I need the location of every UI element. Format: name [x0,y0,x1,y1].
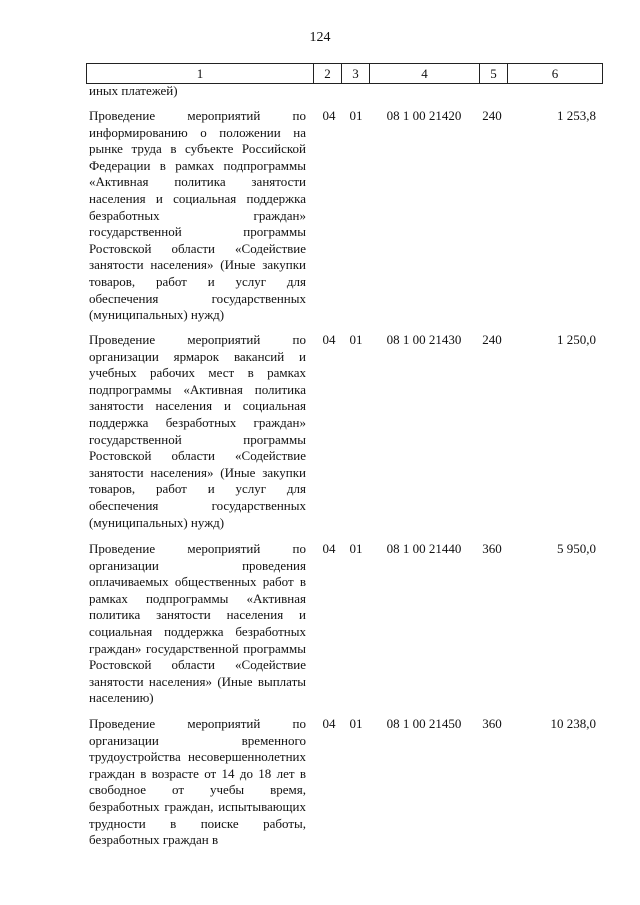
continuation-text: иных платежей) [89,83,178,98]
column-header-2: 2 [314,64,342,84]
row-subsection-code: 01 [349,541,363,556]
row-target-article: 08 1 00 21420 [386,108,462,123]
row-amount: 10 238,0 [550,716,596,731]
row-expense-type: 240 [482,332,502,347]
page-number: 124 [309,30,331,45]
column-header-table [86,63,603,84]
row-amount: 1 253,8 [557,108,596,123]
column-header-6: 6 [508,64,603,84]
column-header-5: 5 [480,64,508,84]
row-description: Проведение мероприятий по организации проведения оплачиваемых общественных работ в рамках подпрограммы «Активная политика занятости населения и социальная поддержка безработных граждан» государственной программы Ростовской области «Содействие занятости населения» (Иные выплаты населению) [89,541,306,706]
row-subsection-code: 01 [349,332,363,347]
row-description: Проведение мероприятий по организации ярмарок вакансий и учебных рабочих мест в рамках подпрограммы «Активная политика занятости населения и социальная поддержка безработных граждан» государственной программы Ростовской области «Содействие занятости населения» (Иные закупки товаров, работ и услуг для обеспечения государственных (муниципальных) нужд) [89,332,306,530]
row-amount: 5 950,0 [557,541,596,556]
column-header-row [87,64,603,84]
row-subsection-code: 01 [349,108,363,123]
row-description: Проведение мероприятий по организации временного трудоустройства несовершеннолетних граждан в возрасте от 14 до 18 лет в свободное от учебы время, безработных граждан, испытывающих трудности в поиске работы, безработных граждан в [89,716,306,848]
row-section-code: 04 [322,541,336,556]
row-expense-type: 360 [482,716,502,731]
row-amount: 1 250,0 [557,332,596,347]
row-subsection-code: 01 [349,716,363,731]
row-description: Проведение мероприятий по информированию о положении на рынке труда в субъекте Российской Федерации в рамках подпрограммы «Активная политика занятости населения и социальная поддержка безработных граждан» государственной программы Ростовской области «Содействие занятости населения» (Иные закупки товаров, работ и услуг для обеспечения государственных (муниципальных) нужд) [89,108,306,323]
row-section-code: 04 [322,108,336,123]
row-section-code: 04 [322,716,336,731]
column-header-1: 1 [87,64,314,84]
row-expense-type: 240 [482,108,502,123]
column-header-3: 3 [342,64,370,84]
column-header-4: 4 [370,64,480,84]
row-target-article: 08 1 00 21440 [386,541,462,556]
row-target-article: 08 1 00 21450 [386,716,462,731]
row-target-article: 08 1 00 21430 [386,332,462,347]
row-section-code: 04 [322,332,336,347]
row-expense-type: 360 [482,541,502,556]
